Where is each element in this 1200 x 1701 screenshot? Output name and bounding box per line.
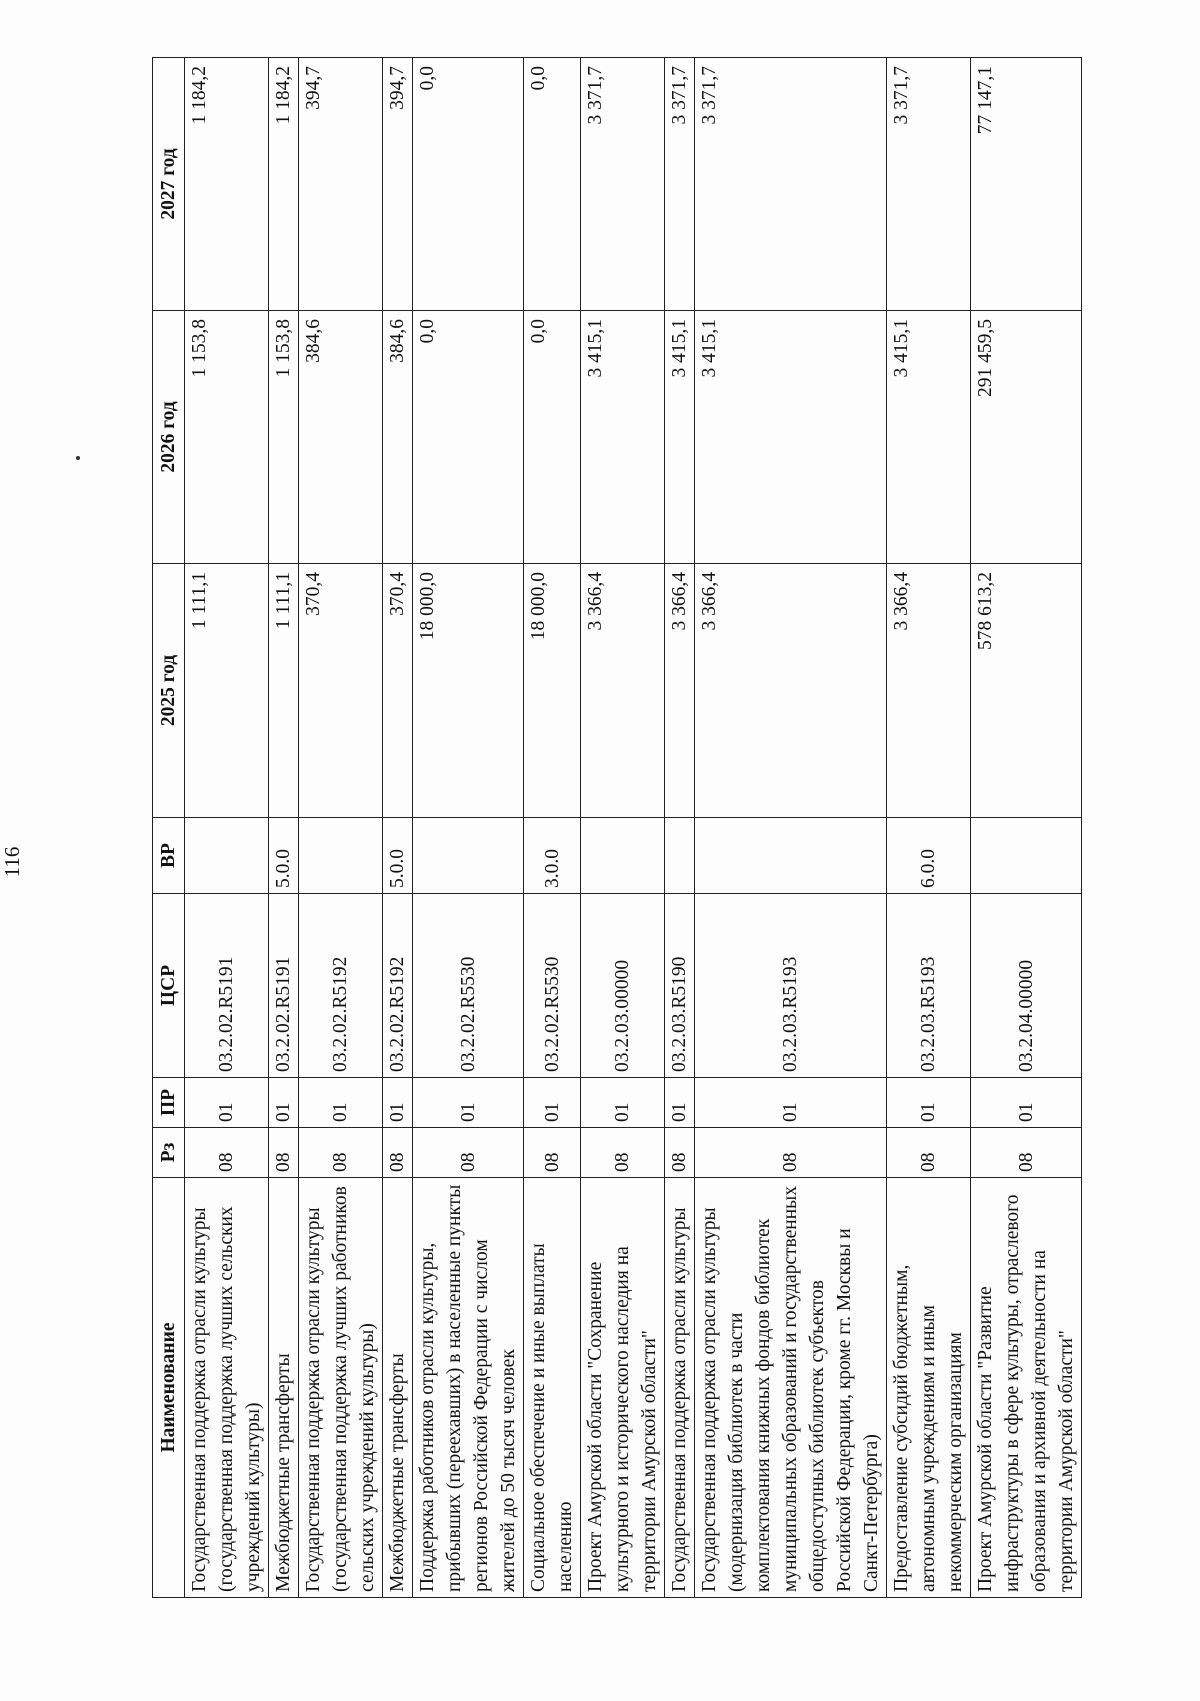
table-row — [581, 58, 665, 1598]
row-rz: 08 — [695, 1128, 887, 1178]
row-csr: 03.2.03.R5190 — [665, 894, 695, 1078]
row-vr: 5.0.0 — [269, 818, 299, 894]
row-pr: 01 — [665, 1078, 695, 1128]
row-2027: 77 147,1 — [971, 58, 1082, 311]
row-2025: 578 613,2 — [971, 564, 1082, 818]
row-rz: 08 — [524, 1128, 581, 1178]
row-rz: 08 — [383, 1128, 413, 1178]
row-csr: 03.2.03.00000 — [581, 894, 665, 1078]
row-2027: 3 371,7 — [887, 58, 971, 311]
row-pr: 01 — [524, 1078, 581, 1128]
header-2027: 2027 год — [153, 58, 185, 311]
row-2026: 0,0 — [524, 311, 581, 564]
row-vr — [413, 818, 524, 894]
row-name: Социальное обеспечение и иные выплаты населению — [524, 1178, 581, 1598]
table-row — [185, 58, 269, 1598]
row-2027: 394,7 — [383, 58, 413, 311]
row-pr: 01 — [383, 1078, 413, 1128]
row-vr: 6.0.0 — [887, 818, 971, 894]
row-2026: 3 415,1 — [695, 311, 887, 564]
header-rz: Рз — [153, 1128, 185, 1178]
table-row — [413, 58, 524, 1598]
row-name: Государственная поддержка отрасли культуры (государственная поддержка лучших сельских учреждений культуры) — [185, 1178, 269, 1598]
row-rz: 08 — [581, 1128, 665, 1178]
row-2027: 3 371,7 — [665, 58, 695, 311]
row-2025: 3 366,4 — [665, 564, 695, 818]
row-pr: 01 — [299, 1078, 383, 1128]
table-row — [665, 58, 695, 1598]
row-vr — [665, 818, 695, 894]
row-csr: 03.2.02.R5530 — [524, 894, 581, 1078]
row-2025: 18 000,0 — [524, 564, 581, 818]
row-csr: 03.2.02.R5191 — [269, 894, 299, 1078]
header-vr: ВР — [153, 818, 185, 894]
row-vr: 3.0.0 — [524, 818, 581, 894]
row-name: Межбюджетные трансферты — [269, 1178, 299, 1598]
row-2026: 384,6 — [383, 311, 413, 564]
row-2026: 3 415,1 — [581, 311, 665, 564]
row-name: Государственная поддержка отрасли культуры (модернизация библиотек в части комплектования книжных фондов библиотек муниципальных образований и государственных общедоступных библиотек субъектов Российской Федерации, кроме гг. Москвы и Санкт-Петербурга) — [695, 1178, 887, 1598]
row-2025: 3 366,4 — [581, 564, 665, 818]
row-2025: 370,4 — [383, 564, 413, 818]
row-csr: 03.2.03.R5193 — [695, 894, 887, 1078]
row-2027: 0,0 — [524, 58, 581, 311]
row-vr — [185, 818, 269, 894]
row-rz: 08 — [299, 1128, 383, 1178]
row-name: Поддержка работников отрасли культуры, прибывших (переехавших) в населенные пункты регионов Российской Федерации с числом жителей до 50 тысяч человек — [413, 1178, 524, 1598]
row-2025: 370,4 — [299, 564, 383, 818]
header-2026: 2026 год — [153, 311, 185, 564]
row-name: Межбюджетные трансферты — [383, 1178, 413, 1598]
table-row — [695, 58, 887, 1598]
row-name: Государственная поддержка отрасли культуры — [665, 1178, 695, 1598]
row-2025: 3 366,4 — [695, 564, 887, 818]
table-row — [971, 58, 1082, 1598]
row-vr — [581, 818, 665, 894]
row-2027: 1 184,2 — [185, 58, 269, 311]
rotated-budget-table-container — [152, 58, 1077, 1598]
row-rz: 08 — [413, 1128, 524, 1178]
row-csr: 03.2.02.R5192 — [299, 894, 383, 1078]
row-2026: 0,0 — [413, 311, 524, 564]
page-number: 116 — [0, 846, 24, 878]
row-2026: 3 415,1 — [665, 311, 695, 564]
table-row — [299, 58, 383, 1598]
row-vr — [695, 818, 887, 894]
table-header-row — [153, 58, 185, 1598]
row-pr: 01 — [887, 1078, 971, 1128]
row-2026: 384,6 — [299, 311, 383, 564]
row-name: Государственная поддержка отрасли культуры (государственная поддержка лучших работников сельских учреждений культуры) — [299, 1178, 383, 1598]
row-2025: 3 366,4 — [887, 564, 971, 818]
row-2026: 1 153,8 — [185, 311, 269, 564]
row-pr: 01 — [185, 1078, 269, 1128]
row-pr: 01 — [413, 1078, 524, 1128]
row-csr: 03.2.03.R5193 — [887, 894, 971, 1078]
row-rz: 08 — [971, 1128, 1082, 1178]
row-2025: 18 000,0 — [413, 564, 524, 818]
row-vr: 5.0.0 — [383, 818, 413, 894]
row-2027: 1 184,2 — [269, 58, 299, 311]
row-2025: 1 111,1 — [269, 564, 299, 818]
budget-table — [152, 57, 1082, 1598]
row-vr — [299, 818, 383, 894]
row-2027: 3 371,7 — [581, 58, 665, 311]
row-2026: 3 415,1 — [887, 311, 971, 564]
row-rz: 08 — [887, 1128, 971, 1178]
row-name: Проект Амурской области "Сохранение культурного и исторического наследия на территории Амурской области" — [581, 1178, 665, 1598]
table-row — [269, 58, 299, 1598]
row-pr: 01 — [695, 1078, 887, 1128]
row-rz: 08 — [269, 1128, 299, 1178]
row-2025: 1 111,1 — [185, 564, 269, 818]
table-row — [383, 58, 413, 1598]
scan-speck — [76, 456, 80, 460]
header-csr: ЦСР — [153, 894, 185, 1078]
header-2025: 2025 год — [153, 564, 185, 818]
row-name: Предоставление субсидий бюджетным, автономным учреждениям и иным некоммерческим организациям — [887, 1178, 971, 1598]
row-2026: 291 459,5 — [971, 311, 1082, 564]
row-csr: 03.2.04.00000 — [971, 894, 1082, 1078]
row-csr: 03.2.02.R5192 — [383, 894, 413, 1078]
row-name: Проект Амурской области "Развитие инфраструктуры в сфере культуры, отраслевого образования и архивной деятельности на территории Амурской области" — [971, 1178, 1082, 1598]
row-2027: 394,7 — [299, 58, 383, 311]
row-pr: 01 — [269, 1078, 299, 1128]
row-csr: 03.2.02.R5191 — [185, 894, 269, 1078]
row-2026: 1 153,8 — [269, 311, 299, 564]
table-row — [524, 58, 581, 1598]
row-csr: 03.2.02.R5530 — [413, 894, 524, 1078]
table-row — [887, 58, 971, 1598]
row-rz: 08 — [665, 1128, 695, 1178]
row-2027: 0,0 — [413, 58, 524, 311]
row-2027: 3 371,7 — [695, 58, 887, 311]
header-pr: ПР — [153, 1078, 185, 1128]
row-pr: 01 — [971, 1078, 1082, 1128]
row-rz: 08 — [185, 1128, 269, 1178]
header-name: Наименование — [153, 1178, 185, 1598]
row-pr: 01 — [581, 1078, 665, 1128]
row-vr — [971, 818, 1082, 894]
